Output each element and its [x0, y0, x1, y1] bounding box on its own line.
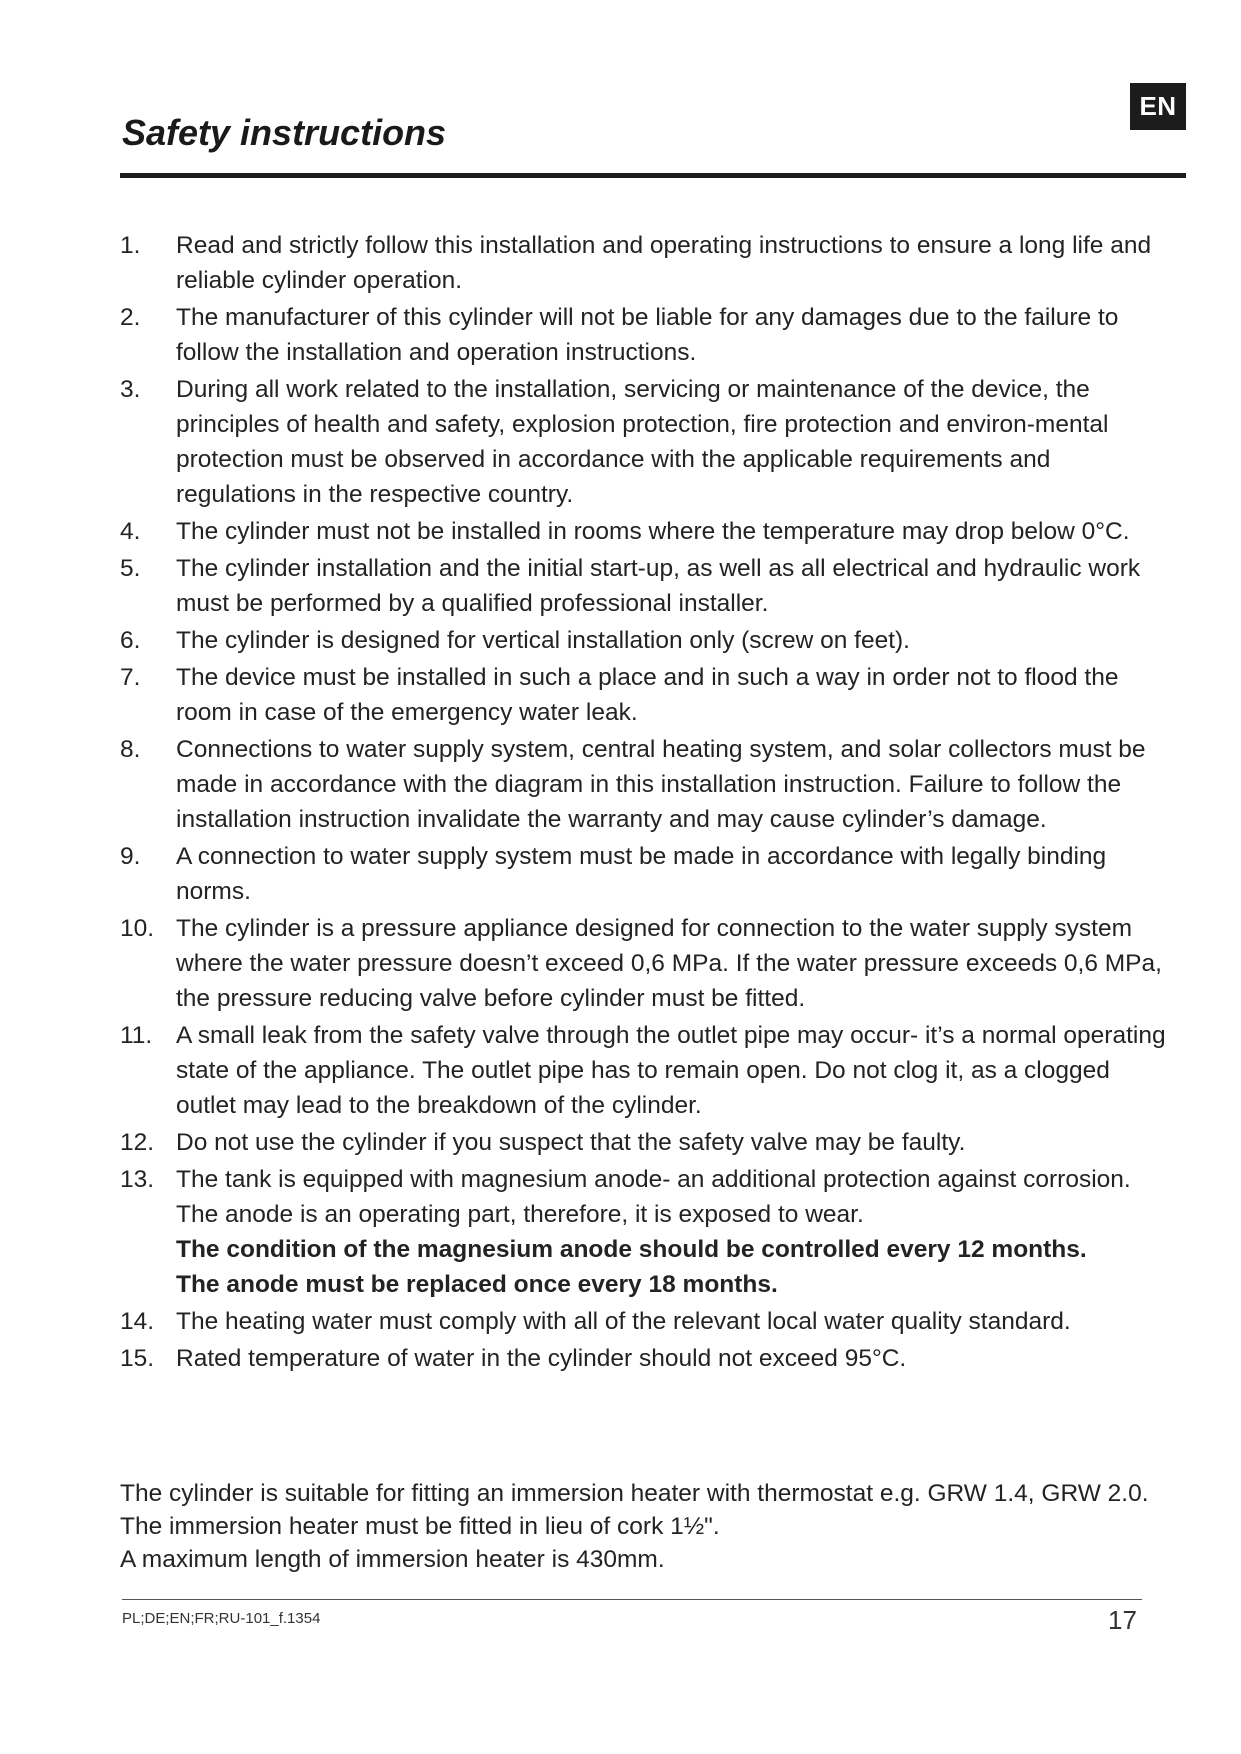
- list-item: [120, 1162, 1170, 1302]
- item-text: The cylinder installation and the initial start-up, as well as all electrical and hydraulic work must be performed by a qualified professional installer.: [176, 555, 1141, 617]
- item-text: The manufacturer of this cylinder will not be liable for any damages due to the failure to follow the installation and operation instructions.: [176, 304, 1119, 366]
- item-text: The cylinder is a pressure appliance designed for connection to the water supply system where the water pressure doesn’t exceed 0,6 MPa. If the water pressure exceeds 0,6 MPa, the pressure reducing valve before cylinder must be fitted.: [176, 915, 1162, 1012]
- immersion-heater-note: The cylinder is suitable for fitting an immersion heater with thermostat e.g. GRW 1.4, GRW 2.0. The immersion heater must be fitted in lieu of cork 1½".: [120, 1480, 1149, 1540]
- item-number: 4.: [120, 518, 141, 545]
- item-number: 8.: [120, 736, 141, 763]
- item-text: The cylinder is designed for vertical installation only (screw on feet).: [176, 627, 910, 654]
- item-text: Connections to water supply system, central heating system, and solar collectors must be made in accordance with the diagram in this installation instruction. Failure to follow the installation instruction invalidate the warranty and may cause cylinder’s damage.: [176, 736, 1146, 833]
- item-number: 14.: [120, 1308, 155, 1335]
- list-item: [120, 300, 1170, 370]
- item-text: Read and strictly follow this installation and operating instructions to ensure a long life and reliable cylinder operation.: [176, 232, 1152, 294]
- item-number: 13.: [120, 1166, 155, 1193]
- list-item: [120, 839, 1170, 909]
- item-number: 6.: [120, 627, 141, 654]
- item-number: 5.: [120, 555, 141, 582]
- item-text: A connection to water supply system must be made in accordance with legally binding norms.: [176, 843, 1107, 905]
- list-item: [120, 1304, 1170, 1339]
- item-number: 10.: [120, 915, 155, 942]
- item-text: During all work related to the installation, servicing or maintenance of the device, the principles of health and safety, explosion protection, fire protection and environ-mental protection must be observed in accordance with the applicable requirements and regulations in the respective country.: [176, 376, 1109, 508]
- footer-divider: [122, 1599, 1142, 1600]
- language-badge: EN: [1130, 83, 1186, 130]
- item-text: Do not use the cylinder if you suspect that the safety valve may be faulty.: [176, 1129, 966, 1156]
- list-item: [120, 660, 1170, 730]
- item-number: 15.: [120, 1345, 155, 1372]
- item-text: The device must be installed in such a place and in such a way in order not to flood the room in case of the emergency water leak.: [176, 664, 1119, 726]
- item-number: 12.: [120, 1129, 155, 1156]
- page-number: 17: [1108, 1605, 1137, 1635]
- item-text: The tank is equipped with magnesium anode- an additional protection against corrosion. The anode is an operating part, therefore, it is exposed to wear.: [176, 1166, 1131, 1228]
- list-item: [120, 228, 1170, 298]
- list-item: [120, 514, 1170, 549]
- item-text: The heating water must comply with all of the relevant local water quality standard.: [176, 1308, 1071, 1335]
- page-title: Safety instructions: [122, 112, 447, 153]
- item-text: The cylinder must not be installed in rooms where the temperature may drop below 0°C.: [176, 518, 1130, 545]
- safety-instructions-list: [120, 228, 1170, 1378]
- item-number: 1.: [120, 232, 141, 259]
- list-item: [120, 1341, 1170, 1376]
- item-number: 11.: [120, 1022, 153, 1049]
- list-item: [120, 732, 1170, 837]
- item-text: Rated temperature of water in the cylinder should not exceed 95°C.: [176, 1345, 907, 1372]
- item-number: 9.: [120, 843, 141, 870]
- list-item: [120, 551, 1170, 621]
- document-code: PL;DE;EN;FR;RU-101_f.1354: [122, 1610, 321, 1627]
- item-number: 3.: [120, 376, 141, 403]
- anode-replacement-note: The anode must be replaced once every 18 months.: [176, 1271, 778, 1298]
- list-item: [120, 911, 1170, 1016]
- item-number: 7.: [120, 664, 141, 691]
- list-item: [120, 1125, 1170, 1160]
- title-divider: [120, 173, 1186, 178]
- list-item: [120, 1018, 1170, 1123]
- list-item: [120, 623, 1170, 658]
- list-item: [120, 372, 1170, 512]
- anode-inspection-note: The condition of the magnesium anode should be controlled every 12 months.: [176, 1236, 1087, 1263]
- item-text: A small leak from the safety valve through the outlet pipe may occur- it’s a normal operating state of the appliance. The outlet pipe has to remain open. Do not clog it, as a clogged outlet may lead to the breakdown of the cylinder.: [176, 1022, 1166, 1119]
- item-number: 2.: [120, 304, 141, 331]
- heater-length-note: A maximum length of immersion heater is 430mm.: [120, 1546, 665, 1573]
- immersion-heater-notes: [120, 1477, 1180, 1576]
